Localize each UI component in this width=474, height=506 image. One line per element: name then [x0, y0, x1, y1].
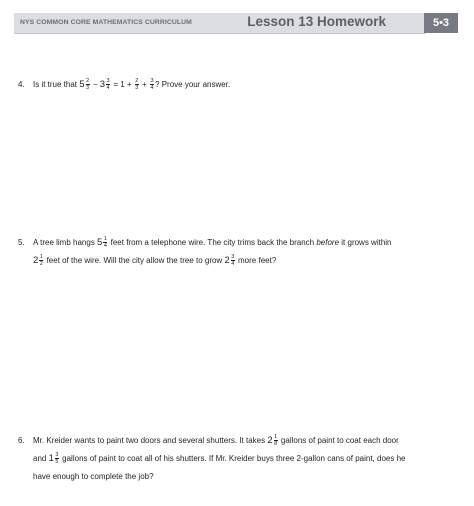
fraction	[55, 452, 59, 465]
denominator: 4	[103, 243, 107, 250]
denominator: 4	[150, 85, 154, 92]
page-header	[14, 13, 458, 33]
fraction	[39, 254, 43, 267]
numerator: 1	[103, 236, 107, 243]
text: feet of the wire. Will the city allow the tree to grow	[44, 256, 225, 265]
lesson-title: Lesson 13 Homework	[247, 14, 386, 29]
numerator: 1	[39, 254, 43, 261]
text: A tree limb hangs	[33, 238, 98, 247]
problem-number: 5.	[18, 238, 25, 247]
fraction	[103, 236, 107, 249]
numerator: 3	[150, 78, 154, 85]
problem-text	[33, 76, 458, 94]
denominator: 3	[86, 85, 90, 92]
mixed-whole: 3	[99, 79, 106, 90]
text: have enough to complete the job?	[33, 472, 154, 481]
text: feet from a telephone wire. The city trims back the branch	[108, 238, 317, 247]
problem-text	[33, 432, 458, 486]
text-line	[33, 450, 458, 468]
fraction	[135, 78, 139, 91]
numerator: 2	[135, 78, 139, 85]
mixed-whole: 1	[48, 453, 54, 464]
denominator: 2	[39, 261, 43, 268]
mixed-whole: 2	[267, 435, 273, 446]
text-line	[33, 468, 458, 486]
fraction	[150, 78, 154, 91]
text: Is it true that	[33, 80, 80, 89]
problem-number: 4.	[18, 80, 25, 89]
mixed-whole: 5	[97, 237, 103, 248]
fraction	[86, 78, 90, 91]
text: it grows within	[339, 238, 392, 247]
text: gallons of paint to coat all of his shutters. If Mr. Kreider buys three 2-gallon cans of paint, does he	[59, 454, 406, 463]
problem-number: 6.	[18, 436, 25, 445]
problem-4	[18, 76, 458, 94]
text-line	[33, 252, 458, 270]
text: Mr. Kreider wants to paint two doors and several shutters. It takes	[33, 436, 268, 445]
denominator: 4	[106, 85, 110, 92]
problem-6	[18, 432, 458, 486]
numerator: 3	[106, 78, 110, 85]
numerator: 3	[55, 452, 59, 459]
numerator: 3	[231, 254, 235, 261]
problem-5	[18, 234, 458, 270]
text-line	[33, 234, 458, 252]
emphasis-text: before	[316, 238, 340, 247]
text: gallons of paint to coat each door	[278, 436, 399, 445]
operator: +	[139, 80, 149, 89]
denominator: 5	[55, 459, 59, 466]
denominator: 4	[231, 261, 235, 268]
mixed-whole: 2	[224, 255, 230, 266]
header-band	[14, 13, 426, 34]
curriculum-title: NYS COMMON CORE MATHEMATICS CURRICULUM	[20, 19, 192, 26]
text: and	[33, 454, 49, 463]
fraction	[274, 434, 278, 447]
mixed-whole: 2	[33, 255, 39, 266]
text-line	[33, 432, 458, 450]
fraction	[106, 78, 110, 91]
text: more feet?	[235, 256, 277, 265]
mixed-whole: 5	[79, 79, 85, 90]
module-badge: 5•3	[424, 13, 458, 33]
problem-text	[33, 234, 458, 270]
numerator: 2	[86, 78, 90, 85]
operator: −	[90, 80, 100, 89]
denominator: 8	[274, 441, 278, 448]
operator: = 1 +	[111, 80, 134, 89]
text: ? Prove your answer.	[155, 80, 231, 89]
fraction	[231, 254, 235, 267]
denominator: 3	[135, 85, 139, 92]
numerator: 1	[274, 434, 278, 441]
